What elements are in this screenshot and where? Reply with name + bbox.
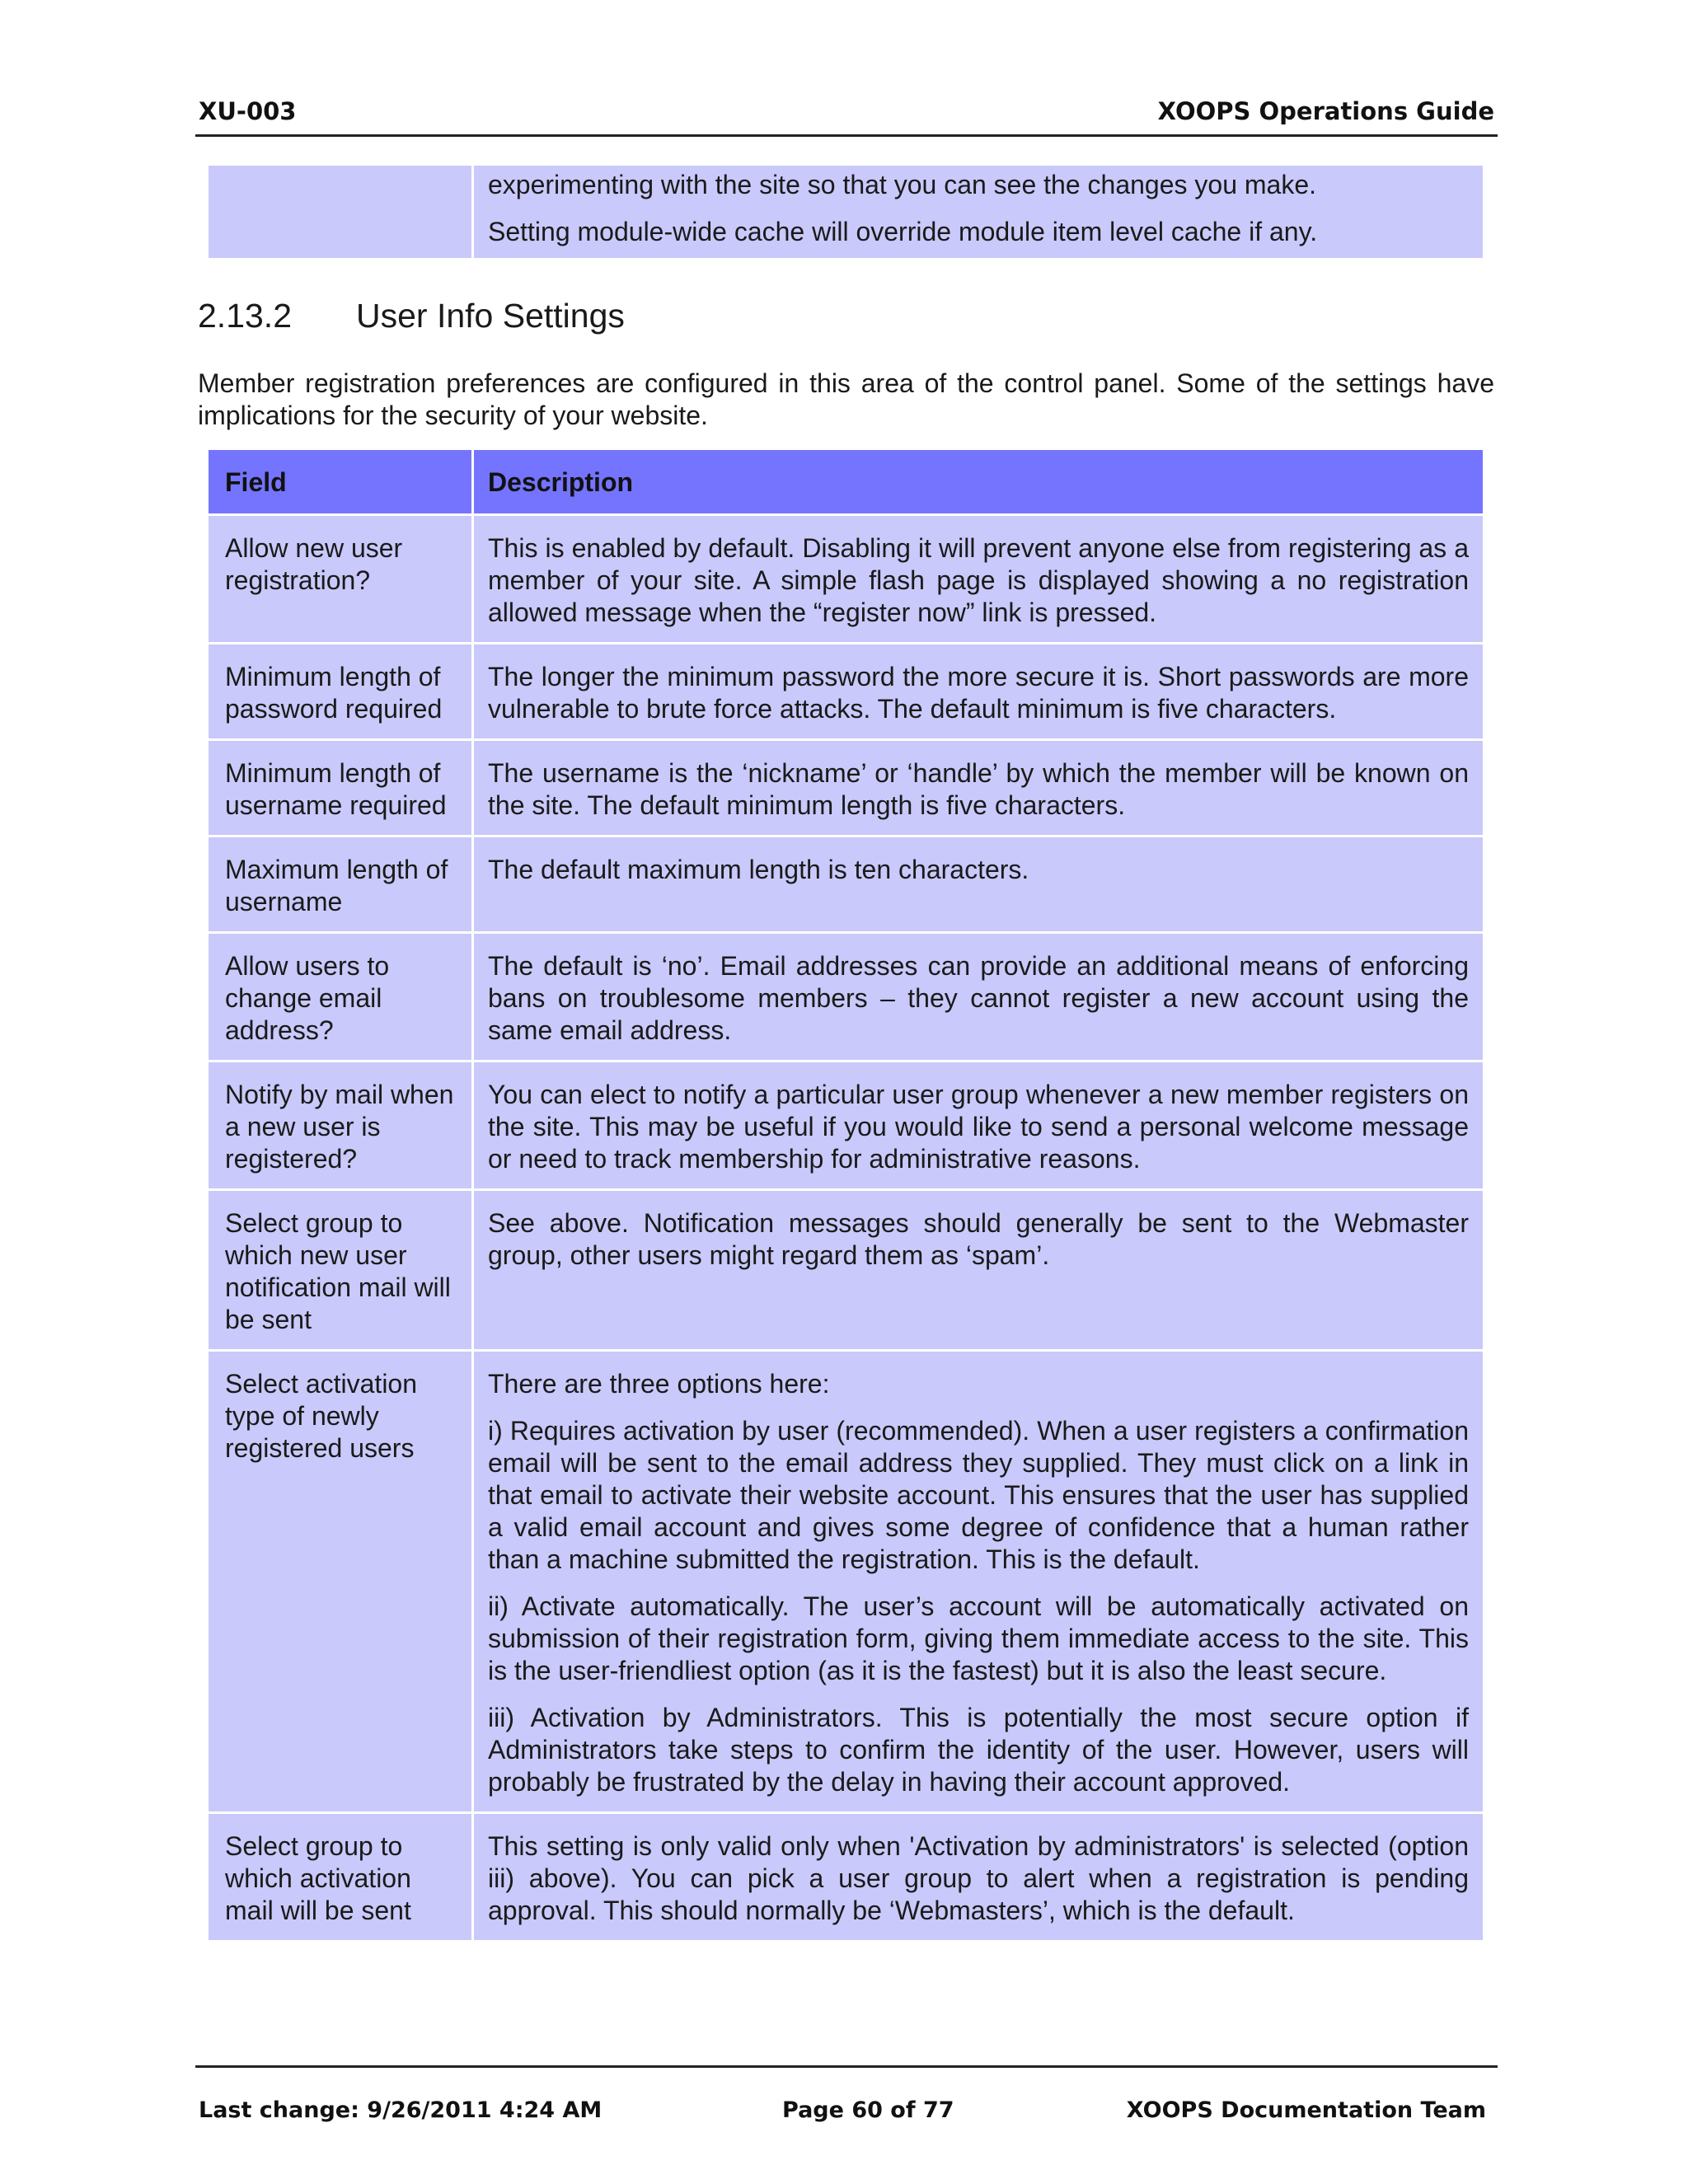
description-cell (473, 165, 1484, 260)
doc-id: XU-003 (199, 97, 297, 125)
field-cell: Maximum length of username (208, 837, 473, 933)
page-header (195, 96, 1498, 137)
description-paragraph: There are three options here: (488, 1369, 830, 1399)
description-paragraph: iii) Activation by Administrators. This is potentially the most secure option if Administrators take steps to confirm the identity of the user. However, users will probably be frustrated by the delay in having their account approved. (488, 1703, 1469, 1797)
settings-table (206, 448, 1485, 1943)
field-cell: Minimum length of username required (208, 740, 473, 837)
table-row (208, 1813, 1484, 1942)
table-row (208, 1351, 1484, 1813)
footer-team: XOOPS Documentation Team (1126, 2097, 1486, 2123)
description-cell (473, 644, 1484, 740)
field-cell: Allow new user registration? (208, 515, 473, 644)
table-row (208, 1190, 1484, 1351)
doc-title: XOOPS Operations Guide (1157, 97, 1494, 125)
table-row (208, 165, 1484, 260)
description-paragraph: This setting is only valid only when 'Activation by administrators' is selected (option iii) above). You can pick a user group to alert when a registration is pending approval. This should normally be ‘Webmasters’, which is the default. (488, 1831, 1469, 1925)
field-cell (208, 165, 473, 260)
page-footer (195, 2065, 1498, 2123)
field-cell: Select group to which new user notification mail will be sent (208, 1190, 473, 1351)
description-paragraph: The longer the minimum password the more secure it is. Short passwords are more vulnerable to brute force attacks. The default minimum is five characters. (488, 662, 1469, 724)
table-row (208, 740, 1484, 837)
field-cell: Allow users to change email address? (208, 933, 473, 1062)
description-cell (473, 1190, 1484, 1351)
table-header-row (208, 449, 1484, 515)
section-number: 2.13.2 (198, 297, 292, 335)
page-number: Page 60 of 77 (782, 2097, 954, 2123)
description-paragraph: You can elect to notify a particular user group whenever a new member registers on the site. This may be useful if you would like to send a personal welcome message or need to track membership for administrative reasons. (488, 1080, 1469, 1174)
description-paragraph: See above. Notification messages should generally be sent to the Webmaster group, other users might regard them as ‘spam’. (488, 1208, 1469, 1270)
description-cell (473, 740, 1484, 837)
description-paragraph: This is enabled by default. Disabling it will prevent anyone else from registering as a member of your site. A simple flash page is displayed showing a no registration allowed message when the “register now” link is pressed. (488, 533, 1469, 627)
field-cell: Select group to which activation mail will be sent (208, 1813, 473, 1942)
description-paragraph: The default maximum length is ten characters. (488, 855, 1029, 884)
description-paragraph: Setting module-wide cache will override module item level cache if any. (488, 217, 1318, 246)
last-change: Last change: 9/26/2011 4:24 AM (199, 2097, 603, 2123)
description-cell (473, 1813, 1484, 1942)
table-row (208, 837, 1484, 933)
description-paragraph: i) Requires activation by user (recommended). When a user registers a confirmation email will be sent to the email address they supplied. They must click on a link in that email to activate their website account. This ensures that the user has supplied a valid email account and gives some degree of confidence that a human rather than a machine submitted the registration. This is the default. (488, 1416, 1469, 1574)
field-cell: Select activation type of newly registered users (208, 1351, 473, 1813)
description-cell (473, 837, 1484, 933)
description-cell (473, 515, 1484, 644)
continued-table (206, 163, 1485, 260)
description-cell (473, 1351, 1484, 1813)
description-cell (473, 933, 1484, 1062)
table-row (208, 515, 1484, 644)
field-cell: Minimum length of password required (208, 644, 473, 740)
description-paragraph: ii) Activate automatically. The user’s account will be automatically activated on submission of their registration form, giving them immediate access to the site. This is the user-friendliest option (as it is the fastest) but it is also the least secure. (488, 1591, 1469, 1685)
section-heading (198, 297, 625, 335)
header-description: Description (473, 449, 1484, 515)
header-field: Field (208, 449, 473, 515)
table-row (208, 644, 1484, 740)
description-cell (473, 1062, 1484, 1190)
table-row (208, 933, 1484, 1062)
description-paragraph: The username is the ‘nickname’ or ‘handle’ by which the member will be known on the site. The default minimum length is five characters. (488, 758, 1469, 820)
description-paragraph: experimenting with the site so that you can see the changes you make. (488, 170, 1317, 199)
section-intro: Member registration preferences are configured in this area of the control panel. Some of the settings have implications for the security of your website. (198, 368, 1494, 430)
field-cell: Notify by mail when a new user is registered? (208, 1062, 473, 1190)
table-row (208, 1062, 1484, 1190)
section-title: User Info Settings (356, 297, 625, 335)
description-paragraph: The default is ‘no’. Email addresses can provide an additional means of enforcing bans on troublesome members – they cannot register a new account using the same email address. (488, 951, 1469, 1045)
